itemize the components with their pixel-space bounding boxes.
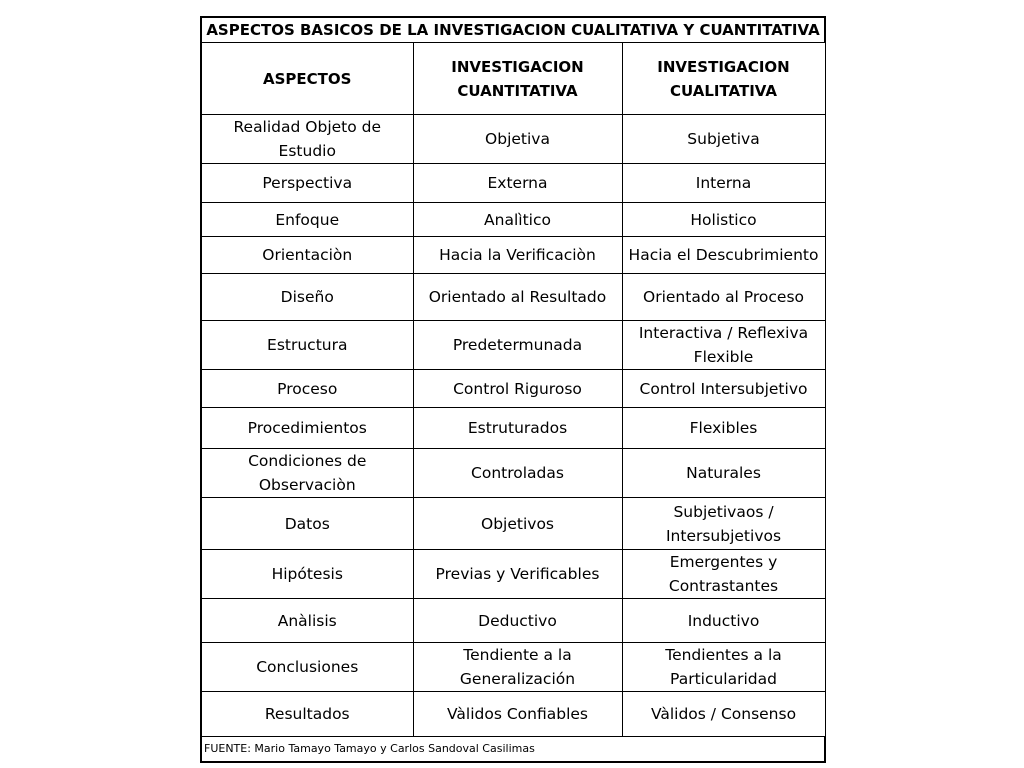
table-row [201,692,825,737]
quantitative-cell: Deductivo [413,599,622,643]
column-header-cuantitativa: INVESTIGACION CUANTITATIVA [413,43,622,115]
quantitative-cell: Control Riguroso [413,370,622,408]
qualitative-cell: Interna [622,164,825,203]
quantitative-cell: Tendiente a la Generalización [413,643,622,692]
qualitative-cell: Orientado al Proceso [622,274,825,321]
quantitative-cell: Analìtico [413,203,622,237]
table-row [201,237,825,274]
table-row [201,370,825,408]
quantitative-cell: Vàlidos Confiables [413,692,622,737]
qualitative-cell: Flexibles [622,408,825,449]
title-row [201,17,825,43]
qualitative-cell: Vàlidos / Consenso [622,692,825,737]
quantitative-cell: Objetivos [413,498,622,550]
aspect-cell: Proceso [201,370,413,408]
qualitative-cell: Emergentes y Contrastantes [622,550,825,599]
aspect-cell: Realidad Objeto de Estudio [201,115,413,164]
qualitative-cell: Inductivo [622,599,825,643]
aspect-cell: Datos [201,498,413,550]
aspect-cell: Condiciones de Observaciòn [201,449,413,498]
qualitative-cell: Control Intersubjetivo [622,370,825,408]
table-row [201,643,825,692]
column-header-cualitativa: INVESTIGACION CUALITATIVA [622,43,825,115]
aspect-cell: Enfoque [201,203,413,237]
qualitative-cell: Naturales [622,449,825,498]
qualitative-cell: Hacia el Descubrimiento [622,237,825,274]
aspect-cell: Hipótesis [201,550,413,599]
table-row [201,321,825,370]
aspect-cell: Orientaciòn [201,237,413,274]
column-header-aspectos: ASPECTOS [201,43,413,115]
quantitative-cell: Estruturados [413,408,622,449]
aspect-cell: Procedimientos [201,408,413,449]
aspect-cell: Resultados [201,692,413,737]
table-row [201,164,825,203]
qualitative-cell: Holistico [622,203,825,237]
qualitative-cell: Tendientes a la Particularidad [622,643,825,692]
aspect-cell: Conclusiones [201,643,413,692]
header-row [201,43,825,115]
table-title: ASPECTOS BASICOS DE LA INVESTIGACION CUALITATIVA Y CUANTITATIVA [201,17,825,43]
quantitative-cell: Predetermunada [413,321,622,370]
source-note: FUENTE: Mario Tamayo Tamayo y Carlos Sandoval Casilimas [201,737,825,763]
footer-row [201,737,825,763]
table-row [201,115,825,164]
quantitative-cell: Objetiva [413,115,622,164]
table-row [201,449,825,498]
quantitative-cell: Previas y Verificables [413,550,622,599]
quantitative-cell: Externa [413,164,622,203]
table-row [201,550,825,599]
qualitative-cell: Subjetivaos / Intersubjetivos [622,498,825,550]
quantitative-cell: Controladas [413,449,622,498]
qualitative-cell: Interactiva / Reflexiva Flexible [622,321,825,370]
aspect-cell: Diseño [201,274,413,321]
table-row [201,408,825,449]
comparison-table [200,16,826,763]
qualitative-cell: Subjetiva [622,115,825,164]
table-row [201,498,825,550]
aspect-cell: Estructura [201,321,413,370]
quantitative-cell: Orientado al Resultado [413,274,622,321]
table-row [201,203,825,237]
quantitative-cell: Hacia la Verificaciòn [413,237,622,274]
table-row [201,274,825,321]
aspect-cell: Anàlisis [201,599,413,643]
aspect-cell: Perspectiva [201,164,413,203]
table-row [201,599,825,643]
